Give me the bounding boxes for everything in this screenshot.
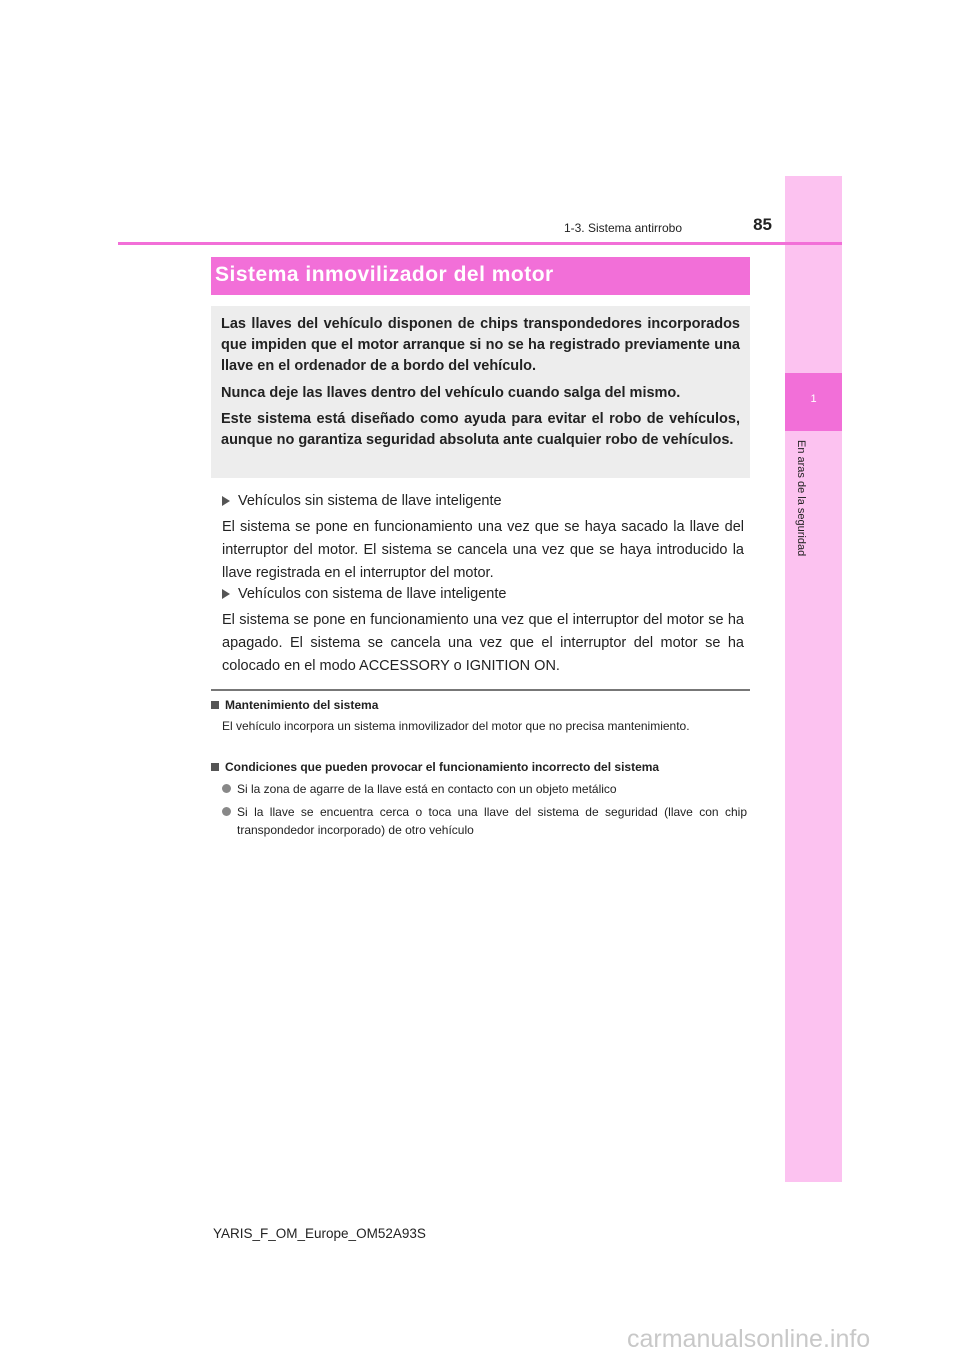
page-title: Sistema inmovilizador del motor — [215, 263, 554, 286]
page-number: 85 — [753, 215, 772, 234]
sub-heading — [222, 586, 506, 602]
intro-paragraph: Las llaves del vehículo disponen de chips transpondedores incorporados que impiden que el motor arranque si no se ha registrado previamente una llave en el ordenador de a bordo del vehículo. — [221, 316, 740, 374]
triangle-bullet-icon — [222, 496, 230, 506]
sub-heading-text: Vehículos con sistema de llave inteligente — [238, 586, 507, 602]
square-bullet-icon — [211, 701, 219, 709]
circle-bullet-icon — [222, 784, 231, 793]
list-item — [222, 803, 747, 839]
body-paragraph: El sistema se pone en funcionamiento una vez que se haya sacado la llave del interruptor del motor. El sistema se cancela una vez que se haya introducido la llave registrada en el interruptor del motor. — [222, 519, 744, 581]
section-divider — [211, 689, 750, 691]
note-heading — [211, 760, 659, 774]
header-rule — [118, 242, 842, 245]
list-item-text: Si la zona de agarre de la llave está en contacto con un objeto metálico — [237, 782, 617, 796]
note-heading-text: Mantenimiento del sistema — [225, 698, 379, 712]
sub-heading-text: Vehículos sin sistema de llave inteligente — [238, 493, 502, 509]
sub-heading — [222, 493, 502, 509]
section-label: 1-3. Sistema antirrobo — [563, 221, 682, 235]
note-body: El vehículo incorpora un sistema inmovilizador del motor que no precisa mantenimiento. — [222, 719, 690, 733]
triangle-bullet-icon — [222, 589, 230, 599]
watermark: carmanualsonline.info — [627, 1325, 871, 1353]
chapter-side-tab — [785, 176, 842, 1182]
square-bullet-icon — [211, 763, 219, 771]
list-item — [222, 780, 747, 798]
chapter-title: En aras de la seguridad — [795, 440, 807, 557]
note-heading-text: Condiciones que pueden provocar el funcionamiento incorrecto del sistema — [225, 760, 660, 774]
chapter-number: 1 — [785, 373, 842, 431]
document-id: YARIS_F_OM_Europe_OM52A93S — [213, 1226, 426, 1241]
circle-bullet-icon — [222, 807, 231, 816]
intro-paragraph: Nunca deje las llaves dentro del vehículo cuando salga del mismo. — [221, 385, 681, 401]
intro-paragraph: Este sistema está diseñado como ayuda para evitar el robo de vehículos, aunque no garantiza seguridad absoluta ante cualquier robo de vehículos. — [221, 411, 740, 448]
note-heading — [211, 698, 378, 712]
list-item-text: Si la llave se encuentra cerca o toca una llave del sistema de seguridad (llave con chip transpondedor incorporado) de otro vehículo — [237, 805, 747, 837]
body-paragraph: El sistema se pone en funcionamiento una vez que el interruptor del motor se ha apagado. El sistema se cancela una vez que el interruptor del motor se ha colocado en el modo ACCESSORY o IGNITION ON. — [222, 612, 744, 674]
